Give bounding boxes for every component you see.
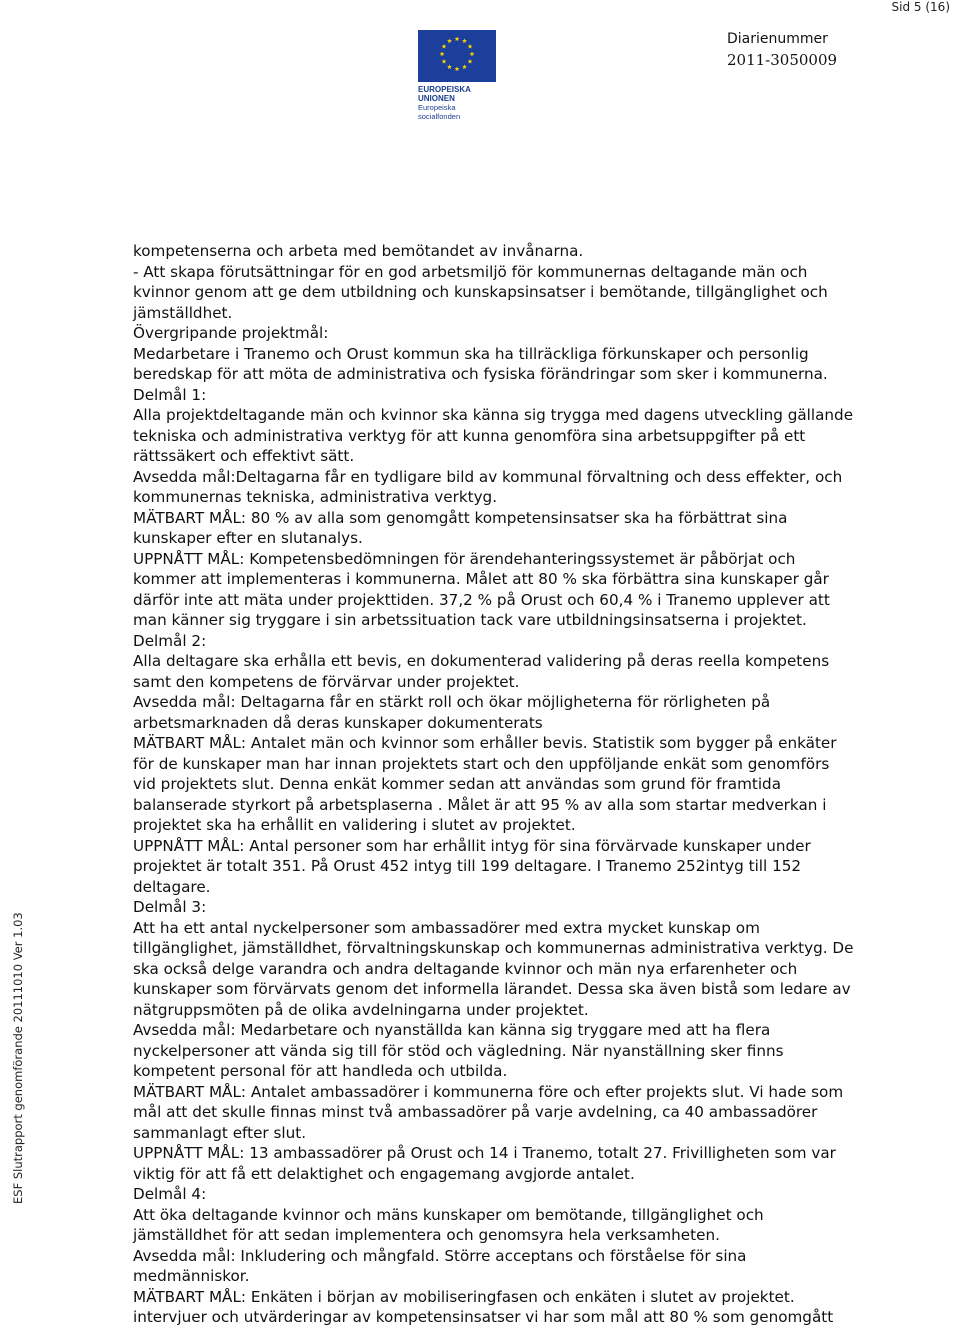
- eu-logo: [418, 30, 498, 121]
- text-line: beredskap för att möta de administrativa och fysiska förändringar som sker i kommunerna.: [133, 365, 828, 383]
- text-line: projektet ska ha erhållit en validering i slutet av projektet.: [133, 816, 576, 834]
- diarienummer-value: 2011-3050009: [727, 51, 838, 69]
- text-line: deltagare.: [133, 877, 211, 896]
- text-line: Att öka deltagande kvinnor och mäns kunskaper om bemötande, tillgänglighet och: [133, 1205, 764, 1224]
- document-body: [133, 241, 953, 1328]
- text-line: tekniska och administrativa verktyg för att kunna genomföra sina arbetsuppgifter på ett: [133, 426, 806, 445]
- text-line: Alla projektdeltagande män och kvinnor ska känna sig trygga med dagens utveckling gällande: [133, 406, 854, 424]
- text-line: MÄTBART MÅL: Enkäten i början av mobiliseringfasen och enkäten i slutet av projektet.: [133, 1287, 795, 1306]
- text-line: UPPNÅTT MÅL: Antal personer som har erhållit intyg för sina förvärvade kunskaper under: [133, 836, 811, 855]
- text-line: Övergripande projektmål:: [133, 324, 329, 342]
- text-line: samt den kompetens de förvärvar under projektet.: [133, 672, 520, 691]
- text-line: projektet är totalt 351. På Orust 452 intyg till 199 deltagare. I Tranemo 252intyg till 152: [133, 857, 802, 875]
- text-line: mål att det skulle finnas minst två ambassadörer på varje avdelning, ca 40 ambassadörer: [133, 1103, 818, 1121]
- text-line: kunskaper som förvärvats genom det informella lärandet. Dessa ska även bistå som ledare av: [133, 980, 851, 998]
- text-line: nyckelpersoner att vända sig till för stöd och vägledning. När nyanställning sker finns: [133, 1041, 784, 1060]
- text-line: kommer att implementeras i kommunerna. Målet att 80 % ska förbättra sina kunskaper går: [133, 570, 829, 588]
- diarienummer-label: Diarienummer: [727, 31, 828, 47]
- text-line: Alla deltagare ska erhålla ett bevis, en dokumenterad validering på deras reella kompetens: [133, 652, 830, 670]
- text-line: Delmål 4:: [133, 1185, 207, 1203]
- text-line: rättssäkert och effektivt sätt.: [133, 447, 355, 465]
- text-line: nätgruppsmöten på de olika avdelningarna under projektet.: [133, 1000, 589, 1019]
- text-line: för de kunskaper man har innan projektets start och den uppföljande enkät som genomförs: [133, 754, 830, 773]
- text-line: därför inte att mäta under projekttiden. 37,2 % på Orust och 60,4 % i Tranemo upplever att: [133, 590, 830, 609]
- text-line: UPPNÅTT MÅL: Kompetensbedömningen för ärendehanteringssystemet är påbörjat och: [133, 549, 796, 568]
- text-line: Avsedda mål: Medarbetare och nyanställda kan känna sig tryggare med att ha flera: [133, 1021, 771, 1039]
- text-line: sammanlagt efter slut.: [133, 1123, 307, 1142]
- text-line: Avsedda mål:Deltagarna får en tydligare bild av kommunal förvaltning och dess effekter, och: [133, 467, 843, 486]
- text-line: MÄTBART MÅL: 80 % av alla som genomgått kompetensinsatser ska ha förbättrat sina: [133, 508, 788, 527]
- eu-flag-icon: [418, 30, 496, 82]
- text-line: man känner sig tryggare i sin arbetssituation tack vare utbildningsinsatserna i projektet.: [133, 611, 807, 629]
- text-line: kompetenserna och arbeta med bemötandet av invånarna.: [133, 242, 584, 260]
- text-line: arbetsmarknaden då deras kunskaper dokumenterats: [133, 713, 543, 732]
- text-line: medmänniskor.: [133, 1267, 250, 1285]
- text-line: Avsedda mål: Inkludering och mångfald. Större acceptans och förståelse för sina: [133, 1246, 747, 1265]
- text-line: vid projektets slut. Denna enkät kommer sedan att användas som grund för framtida: [133, 775, 781, 793]
- text-line: balanserade styrkort på arbetsplaserna . Målet är att 95 % av alla som startar medverkan i: [133, 795, 827, 814]
- text-line: MÄTBART MÅL: Antalet ambassadörer i kommunerna före och efter projekts slut. Vi hade som: [133, 1082, 844, 1101]
- page-number: Sid 5 (16): [891, 0, 950, 14]
- text-line: kunskaper efter en slutanalys.: [133, 529, 363, 547]
- text-line: kompetent personal för att handleda och utbilda.: [133, 1062, 508, 1080]
- text-line: kommunernas tekniska, administrativa verktyg.: [133, 488, 498, 506]
- text-line: Att ha ett antal nyckelpersoner som ambassadörer med extra mycket kunskap om: [133, 918, 760, 937]
- text-line: MÄTBART MÅL: Antalet män och kvinnor som erhåller bevis. Statistik som bygger på enkäter: [133, 734, 837, 752]
- logo-line-2: Europeiska socialfonden: [418, 103, 461, 121]
- logo-line-1: EUROPEISKA UNIONEN: [418, 85, 471, 103]
- text-line: jämställdhet.: [133, 303, 233, 322]
- text-line: - Att skapa förutsättningar för en god arbetsmiljö för kommunernas deltagande män och: [133, 262, 808, 281]
- text-line: Delmål 1:: [133, 385, 207, 404]
- text-line: Delmål 2:: [133, 631, 207, 650]
- text-line: tillgänglighet, jämställdhet, förvaltningskunskap och kommunernas administrativa verktyg. De: [133, 939, 854, 957]
- text-line: Delmål 3:: [133, 898, 207, 916]
- text-line: viktig för att få ett delaktighet och engagemang avgjorde antalet.: [133, 1164, 635, 1183]
- text-line: ska också delge varandra och andra deltagande kvinnor och män nya erfarenheter och: [133, 959, 798, 978]
- side-footer-text: ESF Slutrapport genomförande 20111010 Ver 1.03: [11, 912, 25, 1204]
- text-line: intervjuer och utvärderingar av kompetensinsatser vi har som mål att 80 % som genomgått: [133, 1308, 834, 1326]
- text-line: kvinnor genom att ge dem utbildning och kunskapsinsatser i bemötande, tillgänglighet och: [133, 283, 828, 301]
- text-line: Avsedda mål: Deltagarna får en stärkt roll och ökar möjligheterna för rörligheten på: [133, 693, 771, 711]
- diarienummer-block: [727, 30, 837, 70]
- text-line: Medarbetare i Tranemo och Orust kommun ska ha tillräckliga förkunskaper och personlig: [133, 344, 809, 363]
- text-line: jämställdhet för att sedan implementera och genomsyra hela verksamheten.: [133, 1226, 720, 1244]
- text-line: UPPNÅTT MÅL: 13 ambassadörer på Orust och 14 i Tranemo, totalt 27. Frivilligheten som var: [133, 1144, 836, 1162]
